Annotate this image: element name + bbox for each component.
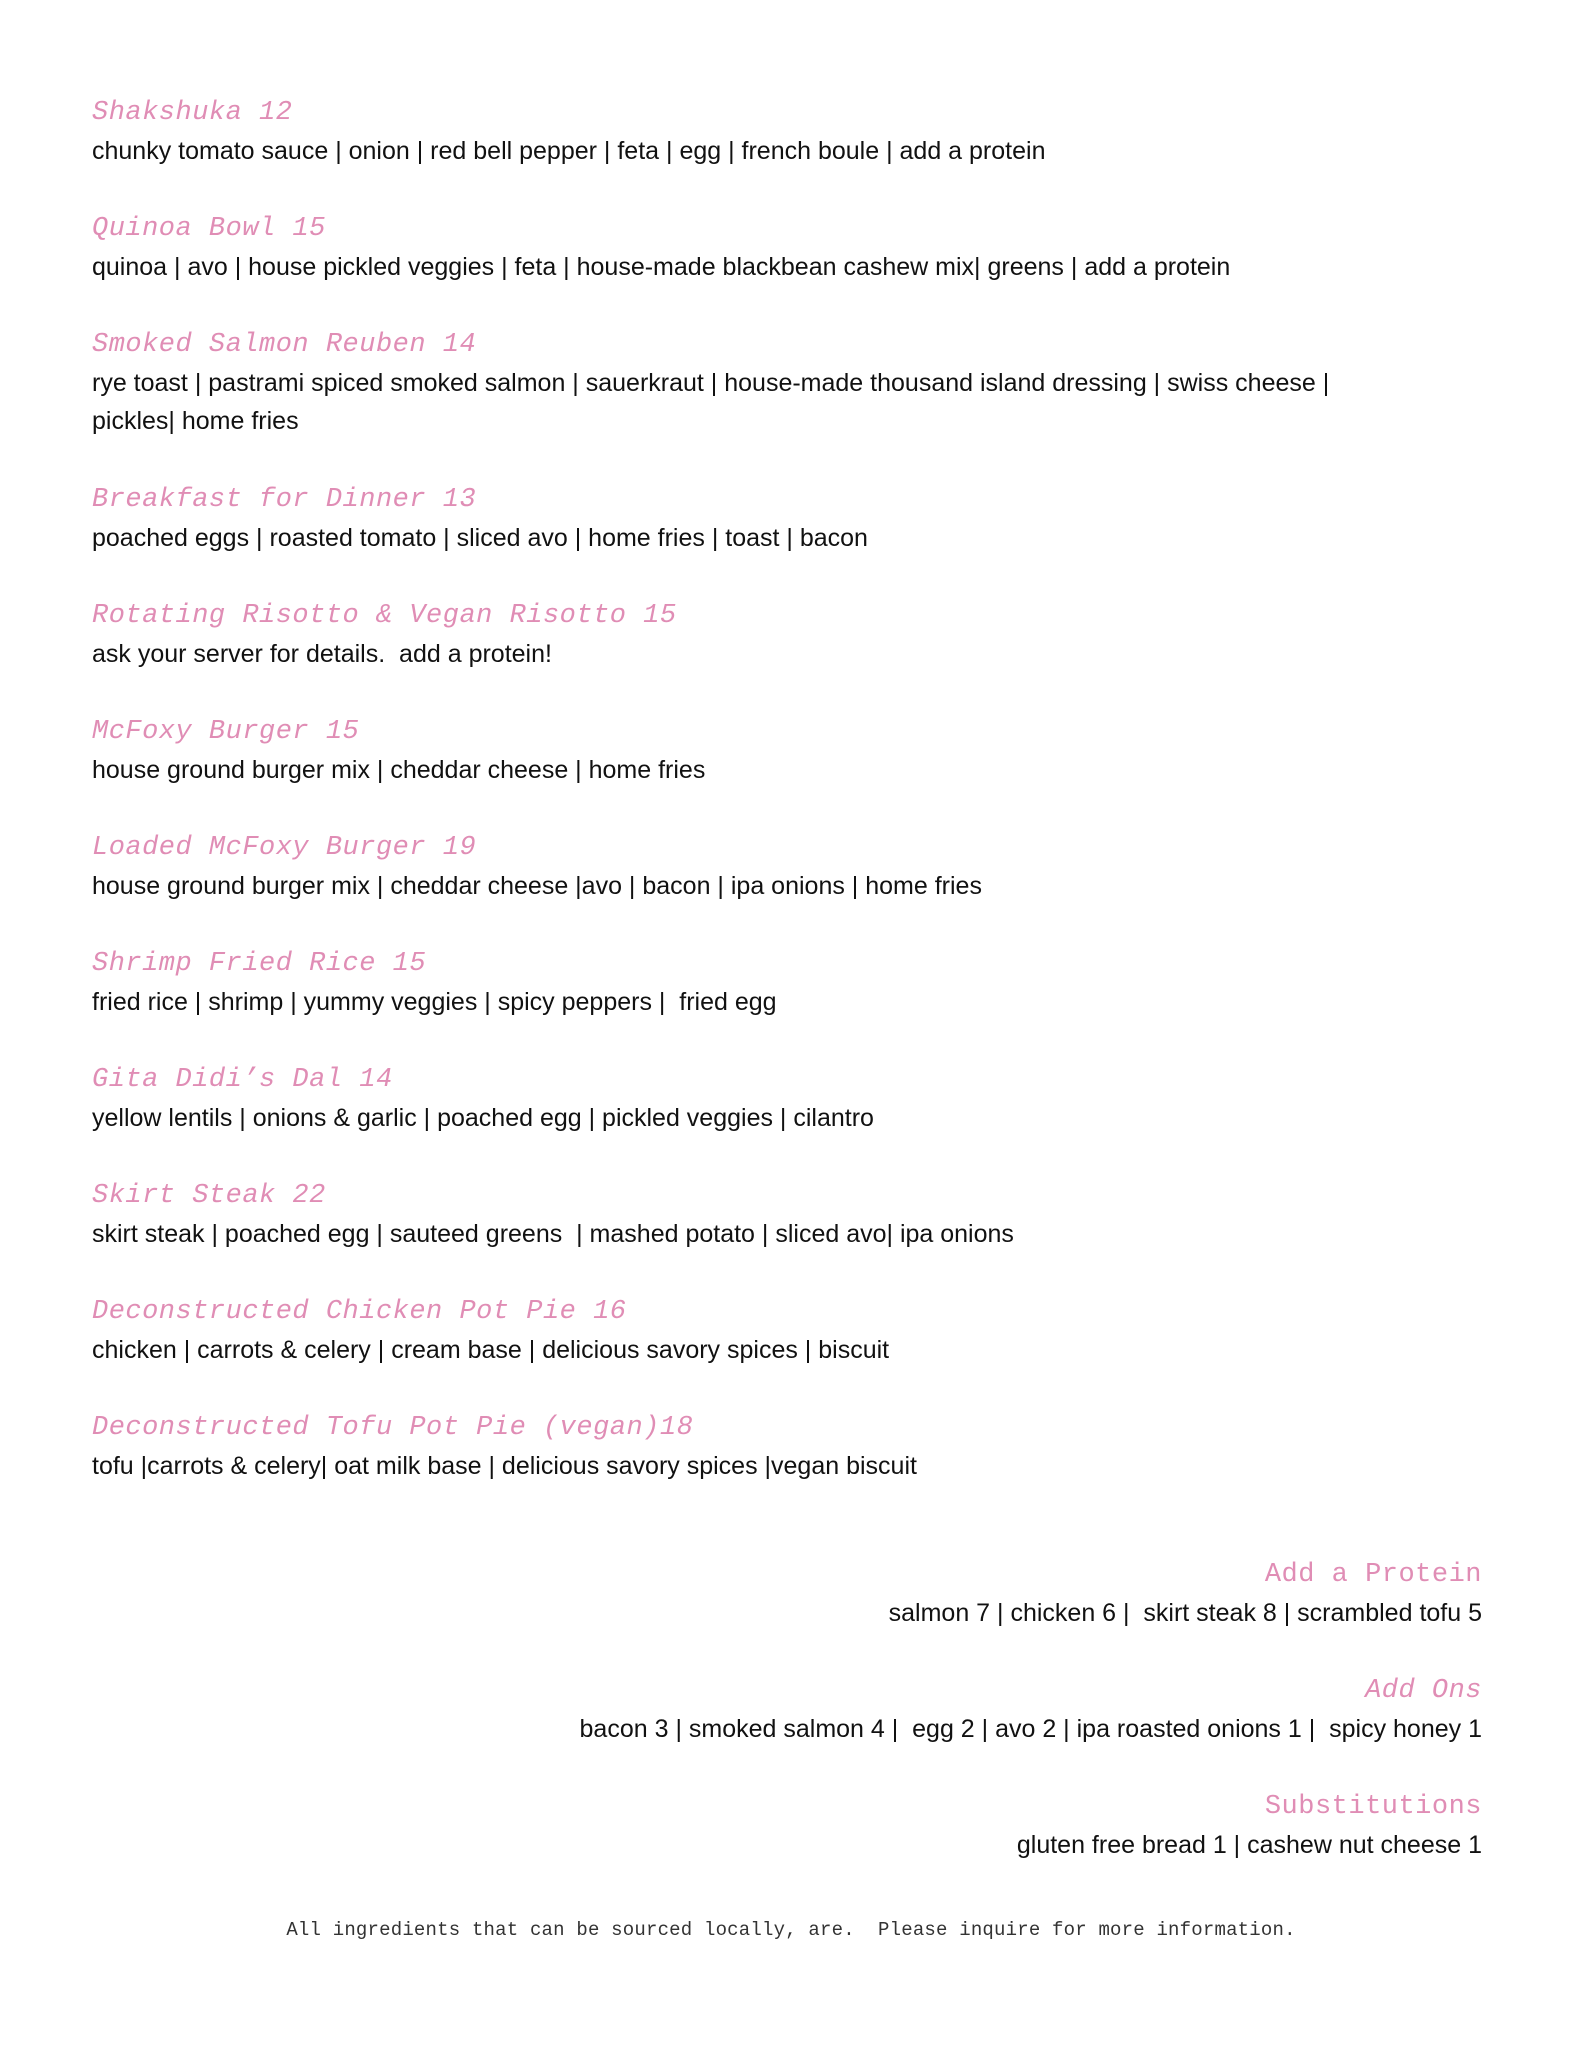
menu-item-name: Loaded McFoxy Burger 19 <box>92 833 477 863</box>
menu-item-description: house ground burger mix | cheddar cheese |avo | bacon | ipa onions | home fries <box>92 872 982 900</box>
menu-item-description: fried rice | shrimp | yummy veggies | spicy peppers | fried egg <box>92 988 777 1016</box>
extras-section <box>580 1556 1482 1904</box>
menu-item-name: Shrimp Fried Rice 15 <box>92 949 427 979</box>
menu-items-list <box>92 94 1492 1525</box>
substitutions-block <box>580 1788 1482 1904</box>
menu-item-name: Gita Didi’s Dal 14 <box>92 1065 393 1095</box>
menu-item-description: tofu |carrots & celery| oat milk base | delicious savory spices |vegan biscuit <box>92 1452 917 1480</box>
menu-item-description: house ground burger mix | cheddar cheese | home fries <box>92 756 706 784</box>
menu-item <box>92 210 1492 326</box>
menu-item-name: Deconstructed Chicken Pot Pie 16 <box>92 1297 627 1327</box>
add-protein-options: salmon 7 | chicken 6 | skirt steak 8 | scrambled tofu 5 <box>888 1599 1482 1627</box>
menu-item-name: Breakfast for Dinner 13 <box>92 485 477 515</box>
menu-item-description: quinoa | avo | house pickled veggies | feta | house-made blackbean cashew mix| greens | add a protein <box>92 253 1231 281</box>
menu-item-description: skirt steak | poached egg | sauteed greens | mashed potato | sliced avo| ipa onions <box>92 1220 1014 1248</box>
menu-item-description: chicken | carrots & celery | cream base | delicious savory spices | biscuit <box>92 1336 890 1364</box>
menu-item-description: yellow lentils | onions & garlic | poached egg | pickled veggies | cilantro <box>92 1104 874 1132</box>
menu-item <box>92 829 1492 945</box>
menu-item-name: Rotating Risotto & Vegan Risotto 15 <box>92 601 677 631</box>
add-ons-options: bacon 3 | smoked salmon 4 | egg 2 | avo 2 | ipa roasted onions 1 | spicy honey 1 <box>579 1715 1482 1743</box>
add-protein-title: Add a Protein <box>1264 1560 1482 1590</box>
substitutions-title: Substitutions <box>1264 1792 1482 1822</box>
add-ons-title: Add Ons <box>1365 1676 1482 1706</box>
menu-item-description: poached eggs | roasted tomato | sliced avo | home fries | toast | bacon <box>92 524 868 552</box>
menu-item-description: rye toast | pastrami spiced smoked salmon | sauerkraut | house-made thousand island dressing | swiss cheese | pickles| home fries <box>92 369 1330 435</box>
menu-item <box>92 481 1492 597</box>
menu-item-name: Skirt Steak 22 <box>92 1181 326 1211</box>
footer-note: All ingredients that can be sourced locally, are. Please inquire for more information. <box>286 1919 1296 1941</box>
substitutions-options: gluten free bread 1 | cashew nut cheese 1 <box>1016 1831 1482 1859</box>
menu-item <box>92 713 1492 829</box>
add-protein-block <box>580 1556 1482 1672</box>
menu-item-name: Smoked Salmon Reuben 14 <box>92 330 477 360</box>
menu-item-description: chunky tomato sauce | onion | red bell pepper | feta | egg | french boule | add a protein <box>92 137 1046 165</box>
menu-item <box>92 1061 1492 1177</box>
menu-item-name: Shakshuka 12 <box>92 98 293 128</box>
add-ons-block <box>580 1672 1482 1788</box>
menu-item-description: ask your server for details. add a protein! <box>92 640 552 668</box>
menu-item-name: McFoxy Burger 15 <box>92 717 360 747</box>
menu-item <box>92 597 1492 713</box>
menu-item <box>92 1177 1492 1293</box>
menu-item <box>92 1409 1492 1525</box>
menu-item <box>92 945 1492 1061</box>
menu-item-name: Quinoa Bowl 15 <box>92 214 326 244</box>
menu-item <box>92 326 1492 481</box>
menu-item <box>92 1293 1492 1409</box>
menu-item-name: Deconstructed Tofu Pot Pie (vegan)18 <box>92 1413 694 1443</box>
menu-item <box>92 94 1492 210</box>
